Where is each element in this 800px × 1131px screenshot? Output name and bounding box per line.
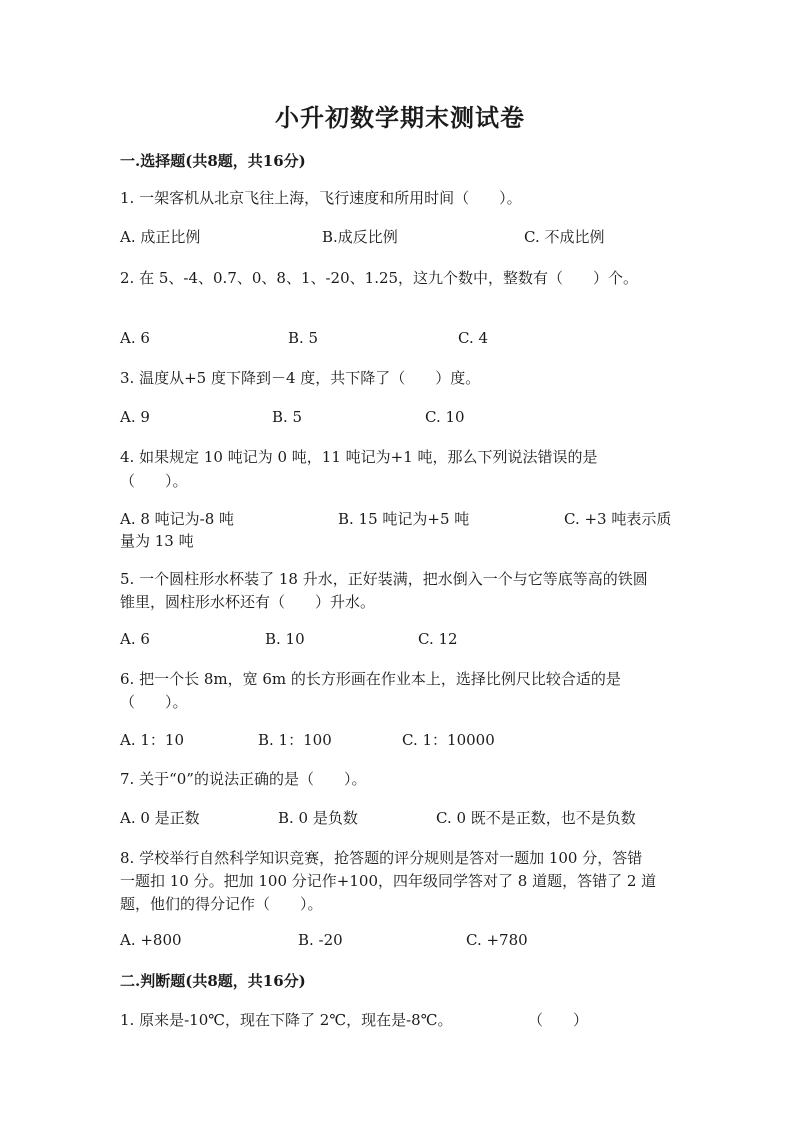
question-6-line-1: 6. 把一个长 8m，宽 6m 的长方形画在作业本上，选择比例尺比较合适的是 [120,670,621,688]
tf-question-1-answer-bracket: （ ） [528,1011,589,1029]
q5-option-c: C. 12 [418,630,458,648]
question-4-line-1: 4. 如果规定 10 吨记为 0 吨，11 吨记为+1 吨，那么下列说法错误的是 [120,448,598,466]
question-7: 7. 关于“0”的说法正确的是（ ）。 [120,770,367,788]
question-8-line-1: 8. 学校举行自然科学知识竞赛，抢答题的评分规则是答对一题加 100 分，答错 [120,849,643,867]
q6-option-c: C. 1：10000 [402,731,495,749]
q3-option-a: A. 9 [120,408,150,426]
q7-option-c: C. 0 既不是正数，也不是负数 [436,809,636,827]
tf-question-1: 1. 原来是-10℃，现在下降了 2℃，现在是-8℃。 [120,1011,453,1029]
q6-option-b: B. 1：100 [258,731,332,749]
q8-option-c: C. +780 [466,931,528,949]
question-5-line-2: 锥里，圆柱形水杯还有（ ）升水。 [120,593,376,611]
question-2: 2. 在 5、-4、0.7、0、8、1、-20、1.25，这九个数中，整数有（ ）个。 [120,269,639,287]
q4-option-c-wrap: 量为 13 吨 [120,532,194,550]
question-8-line-3: 题，他们的得分记作（ ）。 [120,895,323,913]
q3-option-b: B. 5 [272,408,303,426]
question-1: 1. 一架客机从北京飞往上海，飞行速度和所用时间（ ）。 [120,189,522,207]
q4-option-c: C. +3 吨表示质 [564,510,672,528]
q6-option-a: A. 1：10 [120,731,184,749]
q1-option-b: B.成反比例 [322,228,398,246]
q7-option-a: A. 0 是正数 [120,809,200,827]
q4-option-b: B. 15 吨记为+5 吨 [338,510,470,528]
question-5-line-1: 5. 一个圆柱形水杯装了 18 升水，正好装满，把水倒入一个与它等底等高的铁圆 [120,570,648,588]
question-3: 3. 温度从+5 度下降到－4 度，共下降了（ ）度。 [120,369,481,387]
section-true-false: 二.判断题(共8题，共16分) [120,972,306,990]
q8-option-b: B. -20 [298,931,343,949]
q4-option-a: A. 8 吨记为-8 吨 [120,510,235,528]
q3-option-c: C. 10 [425,408,465,426]
section-multiple-choice: 一.选择题(共8题，共16分) [120,152,306,170]
q7-option-b: B. 0 是负数 [278,809,358,827]
q8-option-a: A. +800 [120,931,182,949]
q5-option-b: B. 10 [265,630,305,648]
q5-option-a: A. 6 [120,630,150,648]
q2-option-a: A. 6 [120,329,150,347]
q2-option-c: C. 4 [458,329,489,347]
question-6-line-2: （ ）。 [120,693,188,711]
q2-option-b: B. 5 [288,329,319,347]
q1-option-a: A. 成正比例 [120,228,201,246]
exam-title: 小升初数学期末测试卷 [275,103,525,132]
question-4-line-2: （ ）。 [120,472,188,490]
q1-option-c: C. 不成比例 [524,228,605,246]
question-8-line-2: 一题扣 10 分。把加 100 分记作+100，四年级同学答对了 8 道题，答错了 2 道 [120,872,657,890]
